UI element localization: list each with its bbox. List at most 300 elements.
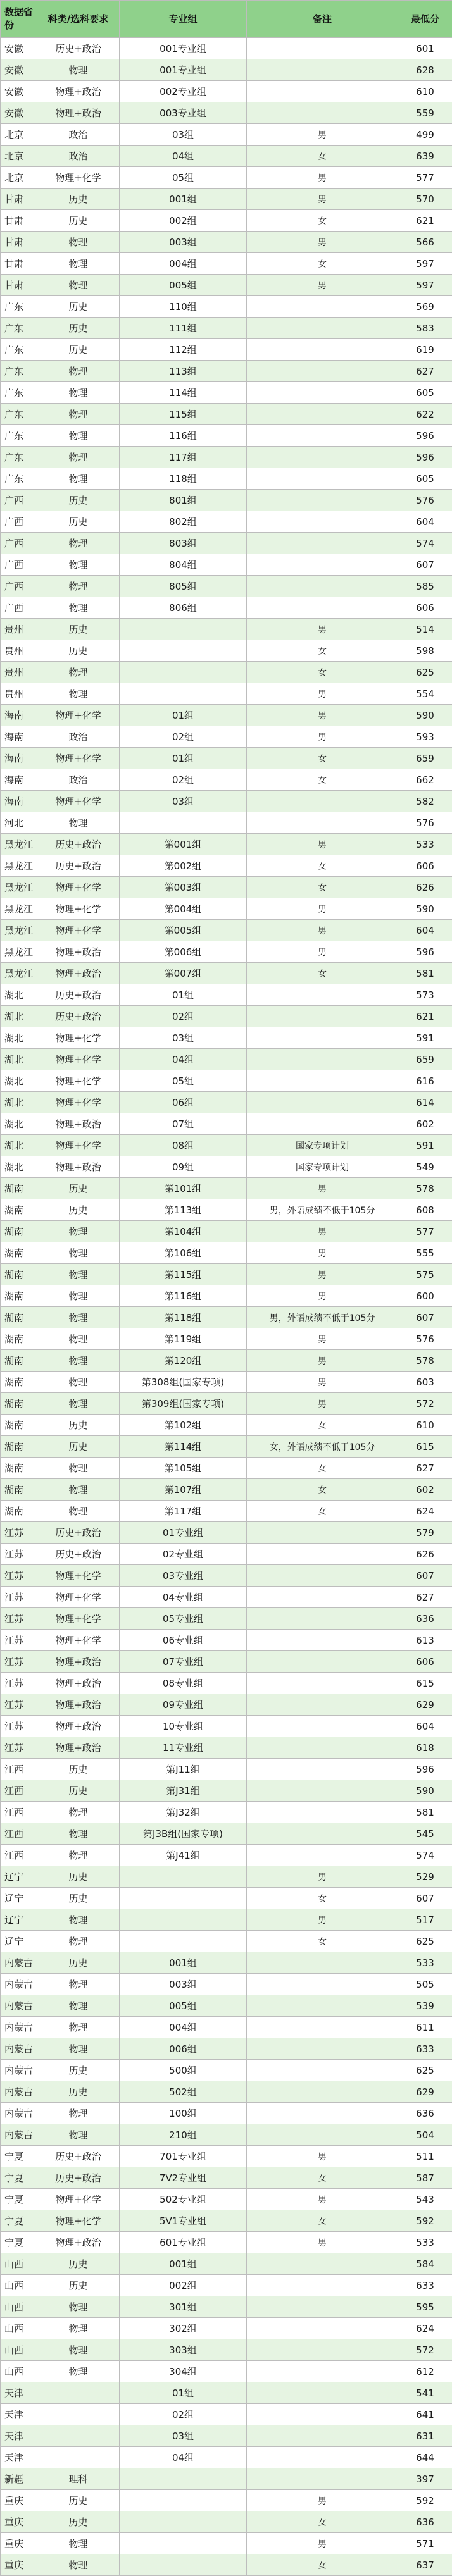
group-cell: 第309组(国家专项) <box>120 1393 247 1415</box>
note-cell <box>247 2468 398 2490</box>
group-cell: 301组 <box>120 2296 247 2318</box>
note-cell: 女 <box>247 877 398 898</box>
province-cell: 湖南 <box>1 1501 37 1522</box>
province-cell: 广东 <box>1 339 37 361</box>
group-cell: 302组 <box>120 2318 247 2339</box>
province-cell: 湖南 <box>1 1458 37 1479</box>
subject-cell: 政治 <box>37 769 120 791</box>
group-cell: 03组 <box>120 2425 247 2447</box>
province-cell: 湖南 <box>1 1415 37 1436</box>
group-cell: 01组 <box>120 984 247 1006</box>
note-cell <box>247 102 398 124</box>
note-cell <box>247 1608 398 1630</box>
table-row <box>1 554 452 576</box>
table-row <box>1 2296 452 2318</box>
note-cell: 男 <box>247 2490 398 2511</box>
note-cell: 男 <box>247 232 398 253</box>
subject-cell: 物理+化学 <box>37 1070 120 1092</box>
score-cell: 605 <box>398 468 452 490</box>
note-cell: 女，外语成绩不低于105分 <box>247 1436 398 1458</box>
score-cell: 397 <box>398 2468 452 2490</box>
score-cell: 533 <box>398 1952 452 1974</box>
score-cell: 581 <box>398 1802 452 1823</box>
group-cell: 第120组 <box>120 1350 247 1372</box>
note-cell: 男 <box>247 275 398 296</box>
note-cell: 女 <box>247 2167 398 2189</box>
note-cell <box>247 318 398 339</box>
subject-cell: 物理 <box>37 1909 120 1931</box>
subject-cell: 物理 <box>37 2124 120 2146</box>
score-cell: 626 <box>398 877 452 898</box>
group-cell: 117组 <box>120 447 247 468</box>
subject-cell: 历史+政治 <box>37 2146 120 2167</box>
note-cell: 女 <box>247 855 398 877</box>
table-row <box>1 2382 452 2404</box>
province-cell: 内蒙古 <box>1 2081 37 2103</box>
note-cell <box>247 1737 398 1759</box>
province-cell: 内蒙古 <box>1 2060 37 2081</box>
table-row <box>1 2404 452 2425</box>
table-row <box>1 662 452 683</box>
table-row <box>1 404 452 425</box>
province-cell: 江苏 <box>1 1565 37 1587</box>
subject-cell: 物理 <box>37 382 120 404</box>
score-cell: 625 <box>398 2060 452 2081</box>
score-cell: 659 <box>398 1049 452 1070</box>
score-cell: 627 <box>398 361 452 382</box>
note-cell <box>247 1952 398 1974</box>
group-cell: 04专业组 <box>120 1587 247 1608</box>
group-cell: 10专业组 <box>120 1716 247 1737</box>
note-cell <box>247 339 398 361</box>
group-cell <box>120 2533 247 2554</box>
group-cell: 5V1专业组 <box>120 2210 247 2232</box>
score-cell: 633 <box>398 2038 452 2060</box>
table-row <box>1 640 452 662</box>
note-cell <box>247 1802 398 1823</box>
province-cell: 广东 <box>1 447 37 468</box>
group-cell: 02组 <box>120 726 247 748</box>
note-cell <box>247 2017 398 2038</box>
subject-cell: 物理+化学 <box>37 167 120 189</box>
province-cell: 湖南 <box>1 1479 37 1501</box>
table-row <box>1 1479 452 1501</box>
note-cell <box>247 1070 398 1092</box>
note-cell: 女 <box>247 1888 398 1909</box>
note-cell <box>247 554 398 576</box>
table-row <box>1 1694 452 1716</box>
group-cell <box>120 2554 247 2576</box>
subject-cell: 物理+政治 <box>37 1694 120 1716</box>
subject-cell: 物理 <box>37 533 120 554</box>
subject-cell: 物理+化学 <box>37 1565 120 1587</box>
table-row <box>1 898 452 920</box>
score-cell: 616 <box>398 1070 452 1092</box>
province-cell: 江苏 <box>1 1651 37 1673</box>
table-row <box>1 2210 452 2232</box>
group-cell: 第J11组 <box>120 1759 247 1780</box>
table-row <box>1 1242 452 1264</box>
subject-cell: 历史 <box>37 2490 120 2511</box>
note-cell: 女 <box>247 1479 398 1501</box>
subject-cell: 历史 <box>37 1415 120 1436</box>
province-cell: 广西 <box>1 597 37 619</box>
table-row <box>1 1458 452 1479</box>
note-cell: 女 <box>247 146 398 167</box>
score-cell: 596 <box>398 447 452 468</box>
province-cell: 宁夏 <box>1 2146 37 2167</box>
province-cell: 甘肃 <box>1 253 37 275</box>
score-cell: 543 <box>398 2189 452 2210</box>
province-cell: 湖南 <box>1 1242 37 1264</box>
group-cell: 09专业组 <box>120 1694 247 1716</box>
group-cell: 02组 <box>120 2404 247 2425</box>
score-cell: 533 <box>398 2232 452 2253</box>
group-cell: 116组 <box>120 425 247 447</box>
score-cell: 605 <box>398 382 452 404</box>
note-cell: 男 <box>247 705 398 726</box>
table-row <box>1 877 452 898</box>
province-cell: 湖南 <box>1 1199 37 1221</box>
province-cell: 广东 <box>1 296 37 318</box>
table-row <box>1 1565 452 1587</box>
group-cell: 001专业组 <box>120 59 247 81</box>
province-cell: 湖南 <box>1 1221 37 1242</box>
table-row <box>1 1049 452 1070</box>
province-cell: 新疆 <box>1 2468 37 2490</box>
table-row <box>1 1522 452 1544</box>
score-cell: 545 <box>398 1823 452 1845</box>
note-cell <box>247 1823 398 1845</box>
table-row <box>1 2232 452 2253</box>
province-cell: 湖北 <box>1 1113 37 1135</box>
province-cell: 广东 <box>1 382 37 404</box>
province-cell: 辽宁 <box>1 1888 37 1909</box>
province-cell: 甘肃 <box>1 232 37 253</box>
note-cell <box>247 1113 398 1135</box>
note-cell <box>247 597 398 619</box>
table-row <box>1 984 452 1006</box>
province-cell: 黑龙江 <box>1 855 37 877</box>
score-cell: 576 <box>398 490 452 511</box>
group-cell: 003组 <box>120 1974 247 1995</box>
table-row <box>1 167 452 189</box>
province-cell: 江西 <box>1 1802 37 1823</box>
province-cell: 海南 <box>1 705 37 726</box>
group-cell: 第105组 <box>120 1458 247 1479</box>
table-row <box>1 1608 452 1630</box>
province-cell: 天津 <box>1 2382 37 2404</box>
subject-cell: 物理+化学 <box>37 1027 120 1049</box>
province-cell: 湖北 <box>1 1027 37 1049</box>
table-body <box>1 38 452 2576</box>
score-cell: 597 <box>398 253 452 275</box>
subject-cell: 历史+政治 <box>37 1006 120 1027</box>
note-cell: 男 <box>247 1285 398 1307</box>
group-cell: 114组 <box>120 382 247 404</box>
table-row <box>1 2060 452 2081</box>
score-cell: 584 <box>398 2253 452 2275</box>
subject-cell: 物理 <box>37 1974 120 1995</box>
table-row <box>1 597 452 619</box>
note-cell: 男 <box>247 834 398 855</box>
score-cell: 541 <box>398 2382 452 2404</box>
province-cell: 北京 <box>1 124 37 146</box>
table-row <box>1 683 452 705</box>
subject-cell: 物理+政治 <box>37 81 120 102</box>
subject-cell: 物理 <box>37 425 120 447</box>
subject-cell: 物理+化学 <box>37 1587 120 1608</box>
table-row <box>1 1372 452 1393</box>
group-cell: 03组 <box>120 1027 247 1049</box>
note-cell <box>247 1049 398 1070</box>
province-cell: 天津 <box>1 2404 37 2425</box>
score-cell: 611 <box>398 2017 452 2038</box>
province-cell: 甘肃 <box>1 275 37 296</box>
score-cell: 576 <box>398 1328 452 1350</box>
subject-cell: 历史 <box>37 296 120 318</box>
province-cell: 山西 <box>1 2361 37 2382</box>
score-cell: 566 <box>398 232 452 253</box>
score-cell: 590 <box>398 705 452 726</box>
note-cell: 女 <box>247 2554 398 2576</box>
note-cell <box>247 1780 398 1802</box>
header-province: 数据省份 <box>1 1 37 38</box>
subject-cell: 物理+化学 <box>37 1092 120 1113</box>
group-cell: 02组 <box>120 1006 247 1027</box>
table-row <box>1 1952 452 1974</box>
table-row <box>1 339 452 361</box>
group-cell: 第104组 <box>120 1221 247 1242</box>
note-cell <box>247 1630 398 1651</box>
score-cell: 593 <box>398 726 452 748</box>
group-cell: 08专业组 <box>120 1673 247 1694</box>
table-row <box>1 1436 452 1458</box>
subject-cell: 物理 <box>37 2361 120 2382</box>
group-cell <box>120 2468 247 2490</box>
note-cell <box>247 1716 398 1737</box>
note-cell <box>247 1565 398 1587</box>
subject-cell: 物理+政治 <box>37 1737 120 1759</box>
note-cell <box>247 468 398 490</box>
table-row <box>1 1092 452 1113</box>
province-cell: 江苏 <box>1 1587 37 1608</box>
note-cell <box>247 1673 398 1694</box>
province-cell: 江苏 <box>1 1522 37 1544</box>
subject-cell: 物理 <box>37 1845 120 1866</box>
table-row <box>1 1974 452 1995</box>
score-cell: 629 <box>398 2081 452 2103</box>
group-cell: 01组 <box>120 705 247 726</box>
score-cell: 574 <box>398 533 452 554</box>
note-cell: 男 <box>247 2232 398 2253</box>
group-cell: 04组 <box>120 1049 247 1070</box>
group-cell: 第004组 <box>120 898 247 920</box>
score-cell: 591 <box>398 1027 452 1049</box>
province-cell: 湖南 <box>1 1285 37 1307</box>
note-cell <box>247 1995 398 2017</box>
subject-cell: 历史+政治 <box>37 1544 120 1565</box>
note-cell <box>247 59 398 81</box>
province-cell: 广东 <box>1 404 37 425</box>
table-row <box>1 1823 452 1845</box>
note-cell <box>247 1651 398 1673</box>
score-cell: 612 <box>398 2361 452 2382</box>
group-cell: 05专业组 <box>120 1608 247 1630</box>
subject-cell: 历史 <box>37 1436 120 1458</box>
subject-cell: 物理+化学 <box>37 705 120 726</box>
group-cell: 第308组(国家专项) <box>120 1372 247 1393</box>
score-cell: 619 <box>398 339 452 361</box>
note-cell <box>247 2060 398 2081</box>
group-cell: 06专业组 <box>120 1630 247 1651</box>
table-row <box>1 146 452 167</box>
note-cell: 男 <box>247 1264 398 1285</box>
group-cell: 03组 <box>120 791 247 812</box>
score-cell: 574 <box>398 1845 452 1866</box>
table-row <box>1 1909 452 1931</box>
province-cell: 湖南 <box>1 1393 37 1415</box>
group-cell: 04组 <box>120 2447 247 2468</box>
note-cell: 男 <box>247 2533 398 2554</box>
note-cell: 男 <box>247 1393 398 1415</box>
subject-cell: 历史 <box>37 1178 120 1199</box>
note-cell: 女 <box>247 640 398 662</box>
subject-cell: 物理 <box>37 597 120 619</box>
table-row <box>1 490 452 511</box>
province-cell: 湖北 <box>1 1006 37 1027</box>
province-cell: 山西 <box>1 2339 37 2361</box>
group-cell <box>120 2490 247 2511</box>
note-cell <box>247 490 398 511</box>
table-row <box>1 619 452 640</box>
note-cell: 女 <box>247 769 398 791</box>
group-cell: 113组 <box>120 361 247 382</box>
group-cell: 06组 <box>120 1092 247 1113</box>
score-cell: 607 <box>398 1888 452 1909</box>
note-cell <box>247 2382 398 2404</box>
group-cell: 第003组 <box>120 877 247 898</box>
province-cell: 贵州 <box>1 683 37 705</box>
table-row <box>1 275 452 296</box>
subject-cell: 历史 <box>37 1199 120 1221</box>
group-cell: 002专业组 <box>120 81 247 102</box>
table-row <box>1 1544 452 1565</box>
subject-cell: 历史 <box>37 2060 120 2081</box>
score-cell: 570 <box>398 189 452 210</box>
note-cell: 国家专项计划 <box>247 1135 398 1156</box>
province-cell: 内蒙古 <box>1 1974 37 1995</box>
note-cell <box>247 812 398 834</box>
subject-cell: 历史 <box>37 490 120 511</box>
note-cell <box>247 1544 398 1565</box>
header-subject-requirement: 科类/选科要求 <box>37 1 120 38</box>
group-cell: 第115组 <box>120 1264 247 1285</box>
province-cell: 黑龙江 <box>1 920 37 941</box>
province-cell: 宁夏 <box>1 2189 37 2210</box>
group-cell: 09组 <box>120 1156 247 1178</box>
score-cell: 577 <box>398 167 452 189</box>
province-cell: 海南 <box>1 769 37 791</box>
province-cell: 内蒙古 <box>1 2038 37 2060</box>
group-cell: 05组 <box>120 167 247 189</box>
province-cell: 黑龙江 <box>1 898 37 920</box>
table-row <box>1 748 452 769</box>
table-row <box>1 769 452 791</box>
note-cell <box>247 2447 398 2468</box>
group-cell: 第007组 <box>120 963 247 984</box>
province-cell: 江西 <box>1 1845 37 1866</box>
table-row <box>1 834 452 855</box>
province-cell: 湖北 <box>1 984 37 1006</box>
table-row <box>1 1415 452 1436</box>
subject-cell: 物理+化学 <box>37 877 120 898</box>
score-cell: 618 <box>398 1737 452 1759</box>
note-cell <box>247 2275 398 2296</box>
table-row <box>1 232 452 253</box>
subject-cell: 物理 <box>37 554 120 576</box>
table-row <box>1 2468 452 2490</box>
province-cell: 江苏 <box>1 1608 37 1630</box>
score-cell: 592 <box>398 2490 452 2511</box>
header-note: 备注 <box>247 1 398 38</box>
group-cell: 第114组 <box>120 1436 247 1458</box>
score-cell: 590 <box>398 1780 452 1802</box>
table-row <box>1 1307 452 1328</box>
group-cell: 701专业组 <box>120 2146 247 2167</box>
note-cell <box>247 1759 398 1780</box>
table-row <box>1 81 452 102</box>
province-cell: 天津 <box>1 2425 37 2447</box>
subject-cell: 历史+政治 <box>37 1522 120 1544</box>
note-cell <box>247 2038 398 2060</box>
subject-cell: 历史 <box>37 1888 120 1909</box>
group-cell: 第106组 <box>120 1242 247 1264</box>
province-cell: 辽宁 <box>1 1909 37 1931</box>
group-cell: 第J31组 <box>120 1780 247 1802</box>
group-cell: 第102组 <box>120 1415 247 1436</box>
province-cell: 黑龙江 <box>1 963 37 984</box>
group-cell: 801组 <box>120 490 247 511</box>
note-cell: 男 <box>247 1221 398 1242</box>
note-cell <box>247 1845 398 1866</box>
province-cell: 内蒙古 <box>1 2103 37 2124</box>
subject-cell: 物理 <box>37 1995 120 2017</box>
subject-cell: 政治 <box>37 124 120 146</box>
score-cell: 624 <box>398 2318 452 2339</box>
subject-cell: 历史 <box>37 2253 120 2275</box>
score-cell: 625 <box>398 662 452 683</box>
province-cell: 广东 <box>1 318 37 339</box>
group-cell: 004组 <box>120 253 247 275</box>
note-cell <box>247 2425 398 2447</box>
score-cell: 639 <box>398 146 452 167</box>
group-cell: 第002组 <box>120 855 247 877</box>
group-cell: 03组 <box>120 124 247 146</box>
province-cell: 内蒙古 <box>1 2124 37 2146</box>
score-cell: 583 <box>398 318 452 339</box>
subject-cell: 物理 <box>37 1372 120 1393</box>
group-cell: 803组 <box>120 533 247 554</box>
score-cell: 626 <box>398 1544 452 1565</box>
score-cell: 514 <box>398 619 452 640</box>
score-cell: 624 <box>398 1501 452 1522</box>
table-row <box>1 1264 452 1285</box>
province-cell: 安徽 <box>1 59 37 81</box>
subject-cell: 历史 <box>37 1759 120 1780</box>
subject-cell: 历史 <box>37 1866 120 1888</box>
score-cell: 613 <box>398 1630 452 1651</box>
